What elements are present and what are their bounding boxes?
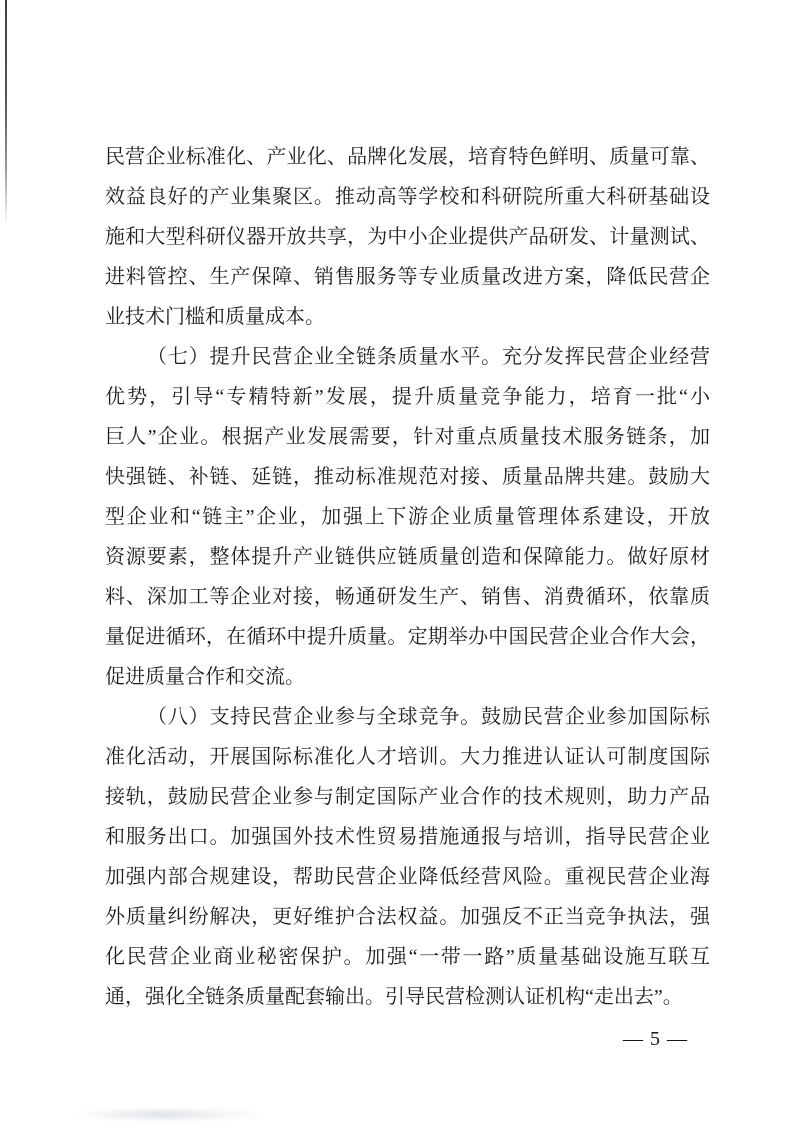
page-number: — 5 — — [623, 1028, 688, 1050]
paragraph — [105, 337, 710, 697]
text-line: 量促进循环，在循环中提升质量。定期举办中国民营企业合作大会， — [105, 626, 710, 648]
text-line: 效益良好的产业集聚区。推动高等学校和科研院所重大科研基础设 — [105, 186, 710, 208]
scan-smudge — [70, 1110, 270, 1119]
paragraph — [105, 697, 710, 1017]
text-line: 和服务出口。加强国外技术性贸易措施通报与培训，指导民营企业 — [105, 826, 710, 848]
text-line: 进料管控、生产保障、销售服务等专业质量改进方案，降低民营企 — [105, 266, 710, 288]
text-line: （八）支持民营企业参与全球竞争。鼓励民营企业参加国际标 — [147, 706, 710, 728]
paragraph — [105, 137, 710, 337]
text-line: 促进质量合作和交流。 — [105, 666, 305, 688]
text-line: 施和大型科研仪器开放共享，为中小企业提供产品研发、计量测试、 — [105, 226, 710, 248]
text-line: 巨人”企业。根据产业发展需要，针对重点质量技术服务链条，加 — [105, 426, 710, 448]
text-line: 民营企业标准化、产业化、品牌化发展，培育特色鲜明、质量可靠、 — [105, 146, 710, 168]
text-line: 化民营企业商业秘密保护。加强“一带一路”质量基础设施互联互 — [105, 946, 710, 968]
document-body — [105, 137, 710, 1017]
text-line: 通，强化全链条质量配套输出。引导民营检测认证机构“走出去”。 — [105, 986, 683, 1008]
text-line: 快强链、补链、延链，推动标准规范对接、质量品牌共建。鼓励大 — [105, 466, 710, 488]
text-line: 优势，引导“专精特新”发展，提升质量竞争能力，培育一批“小 — [105, 386, 710, 408]
text-line: （七）提升民营企业全链条质量水平。充分发挥民营企业经营 — [147, 346, 710, 368]
text-line: 接轨，鼓励民营企业参与制定国际产业合作的技术规则，助力产品 — [105, 786, 710, 808]
text-line: 外质量纠纷解决，更好维护合法权益。加强反不正当竞争执法，强 — [105, 906, 710, 928]
text-line: 加强内部合规建设，帮助民营企业降低经营风险。重视民营企业海 — [105, 866, 710, 888]
text-line: 型企业和“链主”企业，加强上下游企业质量管理体系建设，开放 — [105, 506, 710, 528]
text-line: 业技术门槛和质量成本。 — [105, 306, 325, 328]
scan-edge-line — [5, 0, 7, 225]
text-line: 准化活动，开展国际标准化人才培训。大力推进认证认可制度国际 — [105, 746, 710, 768]
text-line: 资源要素，整体提升产业链供应链质量创造和保障能力。做好原材 — [105, 546, 710, 568]
text-line: 料、深加工等企业对接，畅通研发生产、销售、消费循环，依靠质 — [105, 586, 710, 608]
